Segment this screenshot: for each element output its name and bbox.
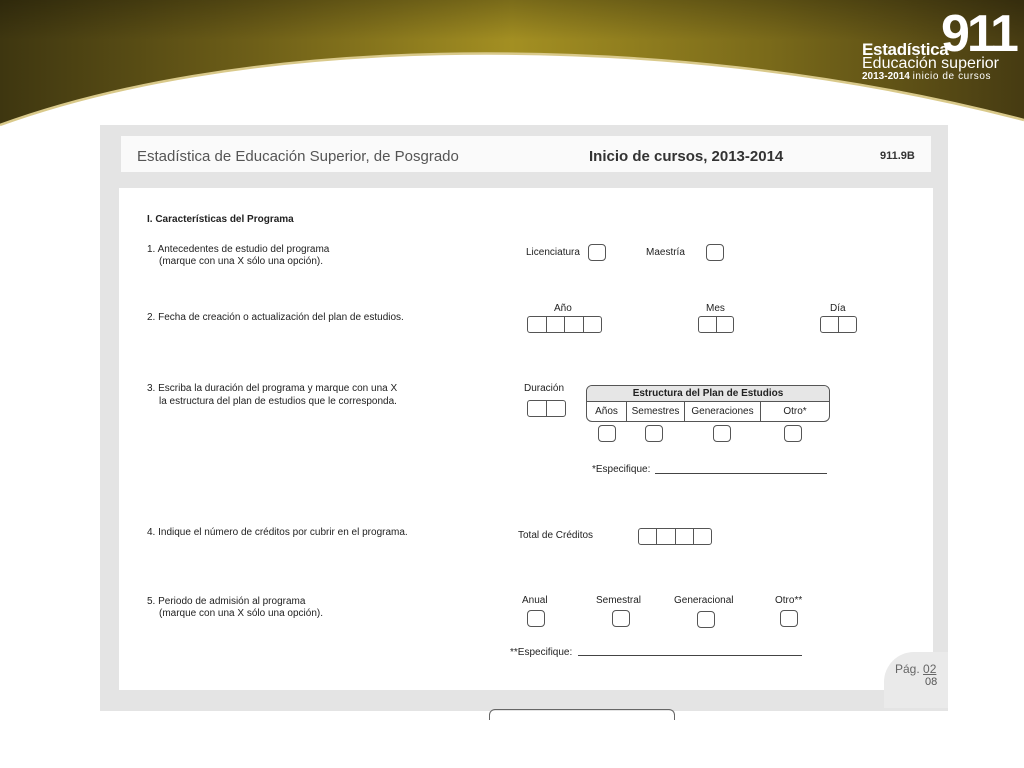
q1-text-line1: 1. Antecedentes de estudio del programa <box>147 244 330 255</box>
page-current <box>895 662 936 676</box>
q2-month-field[interactable] <box>698 316 734 333</box>
q2-year-label: Año <box>554 303 572 314</box>
q3-text-line2: la estructura del plan de estudios que le corresponda. <box>159 396 397 407</box>
plan-structure-table <box>586 385 830 422</box>
q5-semestral-checkbox[interactable] <box>612 610 630 627</box>
q2-day-field[interactable] <box>820 316 857 333</box>
q1-option-licenciatura-label: Licenciatura <box>526 247 580 258</box>
logo-educacion-superior: Educación superior <box>862 55 999 72</box>
q5-generacional-checkbox[interactable] <box>697 611 715 628</box>
q3-text-line1: 3. Escriba la duración del programa y marque con una X <box>147 383 398 394</box>
q2-month-label: Mes <box>706 303 725 314</box>
plan-structure-title: Estructura del Plan de Estudios <box>587 386 829 402</box>
q4-credits-label: Total de Créditos <box>518 530 594 541</box>
q2-text: 2. Fecha de creación o actualización del plan de estudios. <box>147 312 404 323</box>
q5-otro-label: Otro** <box>775 595 803 606</box>
plan-col-semestres: Semestres <box>627 402 685 422</box>
logo-ciclo <box>862 71 991 82</box>
q5-specify-line[interactable] <box>578 655 802 656</box>
document-code: 911.9B <box>880 150 915 162</box>
logo-estadistica: Estadística <box>862 40 949 59</box>
page-indicator <box>884 652 948 708</box>
q1-maestria-checkbox[interactable] <box>706 244 724 261</box>
q5-text-line2: (marque con una X sólo una opción). <box>159 608 323 619</box>
q3-specify-line[interactable] <box>655 473 827 474</box>
section-title: I. Características del Programa <box>147 214 294 225</box>
q2-year-field[interactable] <box>527 316 602 333</box>
plan-col-anos: Años <box>587 402 627 422</box>
q4-credits-field[interactable] <box>638 528 712 545</box>
page-label: Pág. <box>895 662 920 676</box>
q4-text: 4. Indique el número de créditos por cubrir en el programa. <box>147 527 408 538</box>
q5-anual-checkbox[interactable] <box>527 610 545 627</box>
q5-anual-label: Anual <box>522 595 548 606</box>
q3-generaciones-checkbox[interactable] <box>713 425 731 442</box>
q2-day-label: Día <box>830 303 846 314</box>
q1-option-maestria-label: Maestría <box>646 247 685 258</box>
q5-generacional-label: Generacional <box>674 595 734 606</box>
q3-otro-checkbox[interactable] <box>784 425 802 442</box>
q3-duration-label: Duración <box>524 383 565 394</box>
q1-text-line2: (marque con una X sólo una opción). <box>159 256 323 267</box>
q5-text-line1: 5. Periodo de admisión al programa <box>147 596 306 607</box>
q1-licenciatura-checkbox[interactable] <box>588 244 606 261</box>
next-page-tab <box>489 709 675 720</box>
logo-ciclo-text: inicio de cursos <box>912 71 992 82</box>
document-cycle: Inicio de cursos, 2013-2014 <box>589 148 784 165</box>
logo-911: 911 <box>941 5 1016 63</box>
q5-specify-label: **Especifique: <box>510 647 573 658</box>
q3-semestres-checkbox[interactable] <box>645 425 663 442</box>
document-title: Estadística de Educación Superior, de Posgrado <box>137 148 459 165</box>
q3-duration-field[interactable] <box>527 400 566 417</box>
q3-anos-checkbox[interactable] <box>598 425 616 442</box>
q5-otro-checkbox[interactable] <box>780 610 798 627</box>
q5-semestral-label: Semestral <box>596 595 642 606</box>
q3-specify-label: *Especifique: <box>592 464 651 475</box>
plan-col-otro: Otro* <box>783 406 807 417</box>
plan-col-generaciones: Generaciones <box>685 402 761 422</box>
page-current-number: 02 <box>923 662 937 676</box>
logo-ciclo-years: 2013-2014 <box>862 71 910 82</box>
page-total: 08 <box>925 676 938 688</box>
